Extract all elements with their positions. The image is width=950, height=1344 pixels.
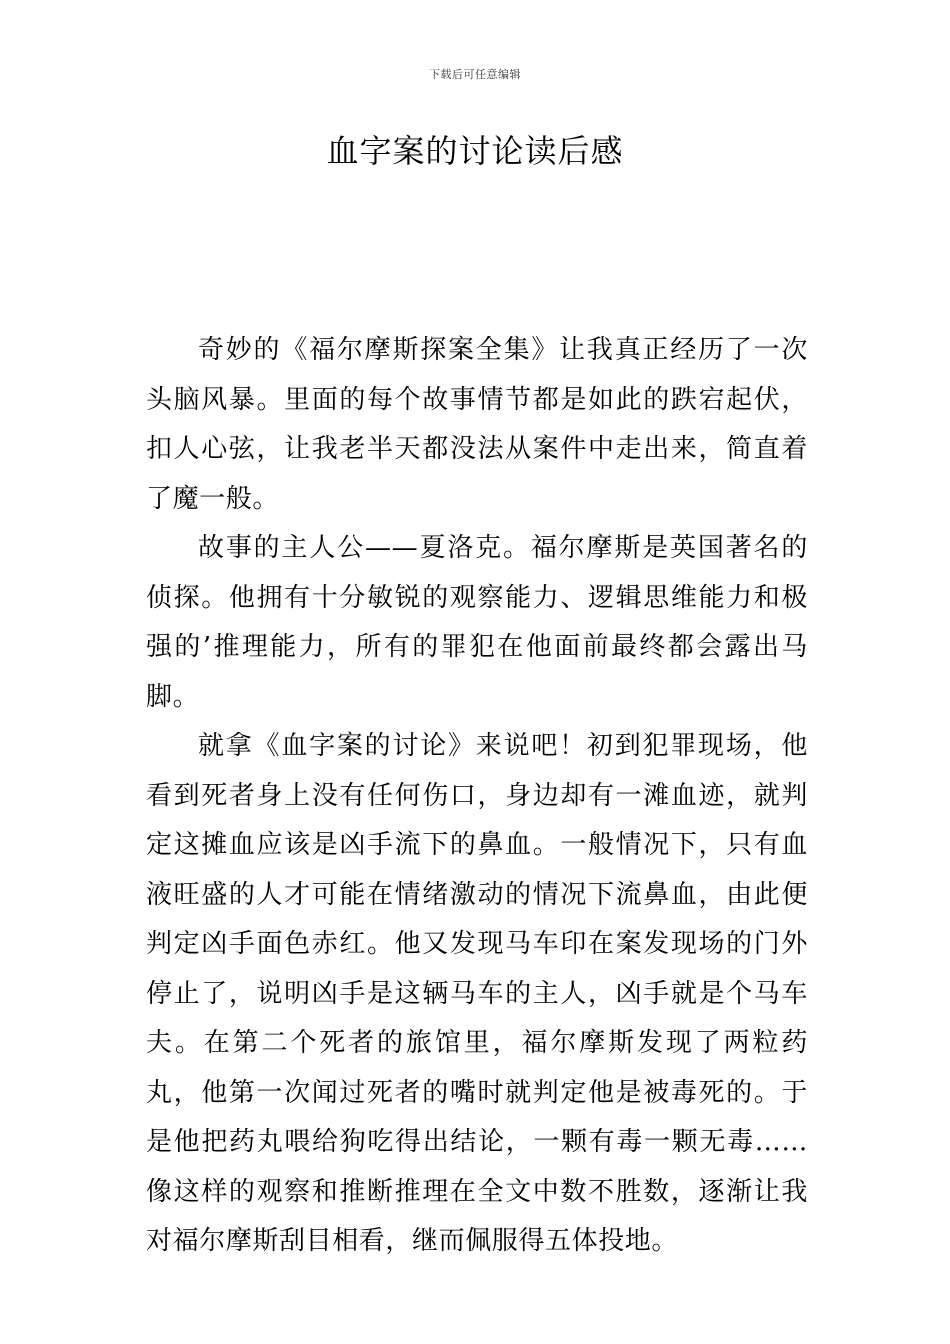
paragraph-3: 就拿《血字案的讨论》来说吧！初到犯罪现场，他看到死者身上没有任何伤口，身边却有一滩血迹，就判定这摊血应该是凶手流下的鼻血。一般情况下，只有血液旺盛的人才可能在情绪激动的情况下流鼻血，由此便判定凶手面色赤红。他又发现马车印在案发现场的门外停止了，说明凶手是这辆马车的主人，凶手就是个马车夫。在第二个死者的旅馆里，福尔摩斯发现了两粒药丸，他第一次闻过死者的嘴时就判定他是被毒死的。于是他把药丸喂给狗吃得出结论，一颗有毒一颗无毒……像这样的观察和推断推理在全文中数不胜数，逐渐让我对福尔摩斯刮目相看，继而佩服得五体投地。 (146, 731, 808, 1256)
header-note: 下载后可任意编辑 (429, 68, 521, 81)
paragraph-2: 故事的主人公——夏洛克。福尔摩斯是英国著名的侦探。他拥有十分敏锐的观察能力、逻辑思维能力和极强的’推理能力，所有的罪犯在他面前最终都会露出马脚。 (146, 533, 808, 712)
paragraph-1: 奇妙的《福尔摩斯探案全集》让我真正经历了一次头脑风暴。里面的每个故事情节都是如此的跌宕起伏，扣人心弦，让我老半天都没法从案件中走出来，简直着了魔一般。 (146, 335, 808, 514)
document-body (146, 326, 808, 1267)
document-title: 血字案的讨论读后感 (326, 132, 624, 170)
